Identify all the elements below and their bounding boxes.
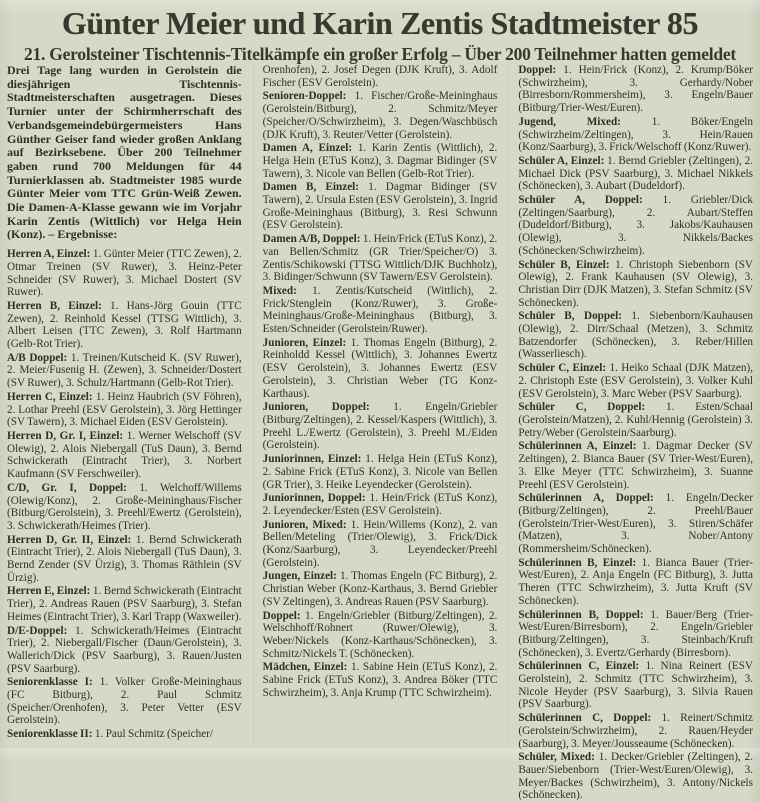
result-paragraph: Schüler, Mixed: 1. Decker/Griebler (Zeltingen), 2. Bauer/Siebenborn (Trier-West/Euren/Olewig), 3. Meyer/Backes (Schwirzheim), 3. Antony/Nickels (Schönecken).: [518, 751, 754, 802]
result-paragraph: Herren D, Gr. II, Einzel: 1. Bernd Schwickerath (Eintracht Trier), 2. Alois Niebergall (TuS Daun), 3. Bernd Zender (SV Ürzig), 3. Thomas Räthlein (SV Ürzig).: [7, 533, 242, 584]
result-paragraph: Schüler B, Doppel: 1. Siebenborn/Kauhausen (Olewig), 2. Dirr/Schaal (Metzen), 3. Schmitz Batzendorfer (Schönecken), 3. Reber/Hillen (Wasserliesch).: [518, 310, 754, 361]
result-paragraph: Jungen, Einzel: 1. Thomas Engeln (FC Bitburg), 2. Christian Weber (Konz-Karthaus, 3. Bernd Griebler (SV Zeltingen), 3. Andreas Rauen (PSV Saarburg).: [262, 570, 498, 608]
result-paragraph: Orenhofen), 2. Josef Degen (DJK Kruft), 3. Adolf Fischer (ESV Gerolstein).: [262, 64, 498, 89]
article-body: [7, 63, 754, 802]
result-paragraph: Junioren, Doppel: 1. Engeln/Griebler (Bitburg/Zeltingen), 2. Kessel/Kaspers (Wittlich), 3. Preehl L./Ewertz (Gerolstein), 3. Preehl M./Eiden (Gerolstein).: [262, 401, 498, 452]
category-label: Junioren, Mixed:: [262, 518, 347, 531]
headline: Günter Meier und Karin Zentis Stadtmeister 85: [61, 5, 699, 41]
result-paragraph: Schüler B, Einzel: 1. Christoph Siebenborn (SV Olewig), 2. Frank Kauhausen (SV Olewig), 3. Christian Dirr (DJK Matzen), 3. Stefan Schmitz (SV Schönecken).: [518, 258, 754, 309]
result-paragraph: Schüler A, Doppel: 1. Griebler/Dick (Zeltingen/Saarburg), 2. Aubart/Steffen (Dudeldorf/Bitburg), 3. Jakobs/Kauhausen (Olewig), 3. Nikkels/Backes (Schönecken/Schwirzheim).: [518, 194, 754, 257]
category-label: Schülerinnen C, Einzel:: [518, 660, 640, 673]
category-label: C/D, Gr. I, Doppel:: [7, 481, 127, 494]
category-label: Schüler C, Einzel:: [518, 362, 607, 375]
result-paragraph: Damen A, Einzel: 1. Karin Zentis (Wittlich), 2. Helga Hein (ETuS Konz), 3. Dagmar Bidinger (SV Tawern), 3. Nicole van Bellen (Gelb-Rot Trier).: [262, 142, 498, 180]
result-paragraph: Senioren-Doppel: 1. Fischer/Große-Meininghaus (Gerolstein/Bitburg), 2. Schmitz/Meyer (Speicher/O/Schwirzheim), 3. Degen/Waschbüsch (DJK Kruft), 3. Reuter/Vetter (Gerolstein).: [262, 90, 498, 141]
result-paragraph: Junioren, Einzel: 1. Thomas Engeln (Bitburg), 2. Reinholdd Kessel (Wittlich), 3. Johannes Ewertz (ESV Gerolstein), 3. Johannes Ewertz (ESV Gerolstein), 3. Christian Weber (TG Konz-Karthaus).: [262, 336, 498, 400]
category-label: Jungen, Einzel:: [262, 570, 337, 583]
result-paragraph: Schülerinnen C, Doppel: 1. Reinert/Schmitz (Gerolstein/Schwirzheim), 2. Rauen/Heyder (Saarburg), 3. Meyer/Jousseaume (Schönecken).: [518, 712, 754, 750]
category-label: Schüler B, Doppel:: [518, 310, 622, 323]
result-paragraph: Schüler C, Einzel: 1. Heiko Schaal (DJK Matzen), 2. Christoph Este (ESV Gerolstein), 3. Volker Kuhl (ESV Gerolstein), 3. Marc Weber (PSV Saarburg).: [518, 362, 754, 400]
category-label: Damen A/B, Doppel:: [262, 233, 361, 246]
result-paragraph: Herren E, Einzel: 1. Bernd Schwickerath (Eintracht Trier), 2. Andreas Rauen (PSV Saarburg), 3. Stefan Heimes (Eintracht Trier), 3. Karl Trapp (Waxweiler).: [7, 585, 242, 623]
category-label: Schüler A, Doppel:: [518, 194, 643, 207]
result-paragraph: Doppel: 1. Hein/Frick (Konz), 2. Krump/Böker (Schwirzheim), 3. Gerhardy/Nober (Birresborn/Rommersheim), 3. Engeln/Bauer (Bitburg/Trier-West/Euren).: [518, 64, 754, 115]
category-label: D/E-Doppel:: [7, 624, 68, 637]
category-label: Damen B, Einzel:: [262, 181, 360, 194]
category-label: Schülerinnen B, Einzel:: [518, 556, 637, 569]
result-paragraph: Juniorinnen, Einzel: 1. Helga Hein (ETuS Konz), 2. Sabine Frick (ETuS Konz), 3. Nicole van Bellen (GR Trier), 3. Heike Leyendecker (Gerolstein).: [262, 453, 498, 491]
category-label: Herren D, Gr. II, Einzel:: [7, 533, 132, 546]
category-label: Schülerinnen B, Doppel:: [518, 608, 644, 621]
category-label: Mixed:: [262, 284, 297, 297]
category-label: A/B Doppel:: [7, 351, 68, 364]
category-label: Herren A, Einzel:: [7, 248, 91, 261]
result-paragraph: Damen A/B, Doppel: 1. Hein/Frick (ETuS Konz), 2. van Bellen/Schmitz (GR Trier/Speicher/O) 3. Zentis/Schikowski (TTSG Wittlich/DJK Buchholz), 3. Bidinger/Schwunn (SV Tawern/ESV Gerolstein).: [262, 233, 498, 284]
masthead: [0, 0, 760, 65]
result-paragraph: Herren B, Einzel: 1. Hans-Jörg Gouin (TTC Zewen), 2. Reinhold Kessel (TTSG Wittlich), 3. Albert Leisen (TTC Zewen), 3. Rolf Hartmann (Gelb-Rot Trier).: [7, 299, 242, 351]
result-paragraph: D/E-Doppel: 1. Schwickerath/Heimes (Eintracht Trier), 2. Niebergall/Fischer (Daun/Gerolstein), 3. Wallerich/Dick (PSV Saarburg), 3. Rauen/Justen (PSV Saarburg).: [7, 624, 242, 675]
category-label: Damen A, Einzel:: [262, 142, 353, 155]
result-paragraph: Seniorenklasse I: 1. Volker Große-Meininghaus (FC Bitburg), 2. Paul Schmitz (Speicher/Orenhofen), 3. Peter Vetter (ESV Gerolstein).: [7, 676, 242, 727]
result-paragraph: Herren D, Gr. I, Einzel: 1. Werner Welschoff (SV Olewig), 2. Alois Niebergall (TuS Daun), 3. Bernd Schwickerath (Eintracht Trier), 3. Norbert Kaufmann (SV Ferschweiler).: [7, 429, 242, 481]
result-paragraph: C/D, Gr. I, Doppel: 1. Welchoff/Willems (Olewig/Konz), 2. Große-Meininghaus/Fischer (Bitburg/Gerolstein), 3. Preehl/Ewertz (Gerolstein), 3. Schwickerath/Heimes (Trier).: [7, 481, 242, 532]
category-label: Juniorinnen, Einzel:: [262, 453, 362, 466]
category-label: Jugend, Mixed:: [518, 115, 621, 128]
category-label: Schüler C, Doppel:: [518, 401, 646, 414]
result-paragraph: Schülerinnen C, Einzel: 1. Nina Reinert (ESV Gerolstein), 2. Schmitz (TTC Schwirzheim), 3. Nicole Heyder (PSV Saarburg), 3. Silvia Rauen (PSV Saarburg).: [518, 660, 754, 711]
category-label: Junioren, Doppel:: [262, 401, 370, 414]
category-label: Herren C, Einzel:: [7, 390, 93, 403]
result-paragraph: Schüler A, Einzel: 1. Bernd Griebler (Zeltingen), 2. Michael Dick (PSV Saarburg), 3. Michael Nikkels (Schönecken), 3. Aubart (Dudeldorf).: [518, 154, 754, 193]
result-paragraph: Schülerinnen B, Einzel: 1. Bianca Bauer (Trier-West/Euren), 2. Anja Engeln (FC Bitburg), 3. Jutta Theren (TTC Schwirzheim), 3. Jutta Kruft (SV Schönecken).: [518, 556, 754, 607]
result-paragraph: Schülerinnen A, Einzel: 1. Dagmar Decker (SV Zeltingen), 2. Bianca Bauer (SV Trier-West/Euren), 3. Elke Meyer (TTC Schwirzheim), 3. Suanne Preehl (ESV Gerolstein).: [518, 440, 754, 491]
result-paragraph: Doppel: 1. Engeln/Griebler (Bitburg/Zeltingen), 2. Welschhoff/Rohnert (Ruwer/Olewig), 3. Weber/Nickels (Konz-Karthaus/Schönecken), 3. Schmitz/Nickels T. (Schönecken).: [262, 609, 498, 660]
category-label: Senioren-Doppel:: [262, 90, 347, 103]
article-column-3: [508, 64, 754, 802]
category-label: Doppel:: [262, 609, 301, 622]
result-paragraph: Herren C, Einzel: 1. Heinz Haubrich (SV Föhren), 2. Lothar Preehl (ESV Gerolstein), 3. Jörg Hettinger (SV Tawern), 3. Michael Eiden (ESV Gerolstein).: [7, 390, 242, 429]
subheadline: 21. Gerolsteiner Tischtennis-Titelkämpfe ein großer Erfolg – Über 200 Teilnehmer hatten gemeldet: [24, 44, 736, 65]
result-paragraph: Damen B, Einzel: 1. Dagmar Bidinger (SV Tawern), 2. Ursula Esten (ESV Gerolstein), 3. Ingrid Große-Meininghaus (Bitburg), 3. Resi Schwunn (ESV Gerolstein).: [262, 181, 498, 232]
category-label: Doppel:: [518, 64, 557, 76]
result-paragraph: Juniorinnen, Doppel: 1. Hein/Frick (ETuS Konz), 2. Leyendecker/Esten (ESV Gerolstein).: [262, 492, 498, 517]
category-label: Schüler, Mixed:: [518, 751, 595, 764]
category-label: Schülerinnen C, Doppel:: [518, 712, 652, 725]
intro-paragraph: Drei Tage lang wurden in Gerolstein die diesjährigen Tischtennis-Stadtmeisterschaften ausgetragen. Dieses Turnier unter der Schirmherrschaft des Verbandsgemeindebürgermeisters Hans Günther Geiser fand wieder großen Anklang auf Bezirksebene. Über 200 Teilnehmer gaben rund 700 Meldungen für 44 Turnierklassen ab. Stadtmeister 1985 wurde Günter Meier vom TTC Grün-Weiß Zewen. Die Damen-A-Klasse gewann wie im Vorjahr Karin Zentis (Wittlich) vor Helga Hein (Konz). – Ergebnisse:: [7, 63, 242, 242]
category-label: Junioren, Einzel:: [262, 336, 347, 349]
article-column-1: [7, 64, 242, 746]
result-paragraph: Mixed: 1. Zentis/Kutscheid (Wittlich), 2. Frick/Stenglein (Konz/Ruwer), 3. Große-Meininghaus/Große-Meininghaus (Bitburg), 3. Esten/Schneider (Gerolstein/Ruwer).: [262, 284, 498, 336]
category-label: Herren B, Einzel:: [7, 299, 102, 312]
result-paragraph: Junioren, Mixed: 1. Hein/Willems (Konz), 2. van Bellen/Meteling (Trier/Olewig), 3. Frick/Dick (Konz/Saarburg), 3. Leyendecker/Preehl (Gerolstein).: [262, 518, 498, 569]
result-paragraph: Herren A, Einzel: 1. Günter Meier (TTC Zewen), 2. Otmar Treinen (SV Ruwer), 3. Heinz-Peter Schneider (SV Ruwer), 3. Michael Dostert (SV Ruwer).: [7, 248, 242, 299]
article-column-2: [253, 64, 498, 746]
category-label: Schülerinnen A, Einzel:: [518, 440, 637, 453]
category-label: Seniorenklasse I:: [7, 676, 93, 689]
category-label: Herren D, Gr. I, Einzel:: [7, 429, 124, 442]
category-label: Mädchen, Einzel:: [262, 661, 348, 674]
result-paragraph: Schülerinnen B, Doppel: 1. Bauer/Berg (Trier-West/Euren/Birresborn), 2. Engeln/Griebler (Bitburg/Zeltingen), 3. Steinbach/Kruft (Schönecken), 3. Evertz/Gerhardy (Birresborn).: [518, 608, 754, 659]
category-label: Seniorenklasse II:: [7, 728, 93, 741]
category-label: Juniorinnen, Doppel:: [262, 492, 366, 505]
category-label: Schüler B, Einzel:: [518, 258, 610, 271]
category-label: Herren E, Einzel:: [7, 585, 91, 598]
result-paragraph: Schülerinnen A, Doppel: 1. Engeln/Decker (Bitburg/Zeltingen), 2. Preehl/Bauer (Gerolstein/Trier-West/Euren), 3. Stiren/Schäfer (Matzen), 3. Nober/Antony (Rommersheim/Schönecken).: [518, 492, 754, 556]
result-paragraph: A/B Doppel: 1. Treinen/Kutscheid K. (SV Ruwer), 2. Meier/Fusenig H. (Zewen), 3. Schneider/Dostert (SV Ruwer), 3. Schulz/Hartmann (Gelb-Rot Trier).: [7, 351, 242, 390]
category-label: Schüler A, Einzel:: [518, 154, 605, 167]
result-paragraph: Seniorenklasse II: 1. Paul Schmitz (Speicher/: [7, 728, 214, 741]
result-paragraph: Jugend, Mixed: 1. Böker/Engeln (Schwirzheim/Zeltingen), 3. Hein/Rauen (Konz/Saarburg), 3. Frick/Welschoff (Konz/Ruwer).: [518, 115, 754, 154]
result-paragraph: Schüler C, Doppel: 1. Esten/Schaal (Gerolstein/Matzen), 2. Kuhl/Hennig (Gerolstein) 3. Petry/Weber (Gerolstein/Saarburg).: [518, 401, 754, 439]
category-label: Schülerinnen A, Doppel:: [518, 492, 654, 505]
result-paragraph: Mädchen, Einzel: 1. Sabine Hein (ETuS Konz), 2. Sabine Frick (ETuS Konz), 3. Andrea Böker (TTC Schwirzheim), 3. Anja Krump (TTC Schwirzheim).: [262, 661, 498, 699]
